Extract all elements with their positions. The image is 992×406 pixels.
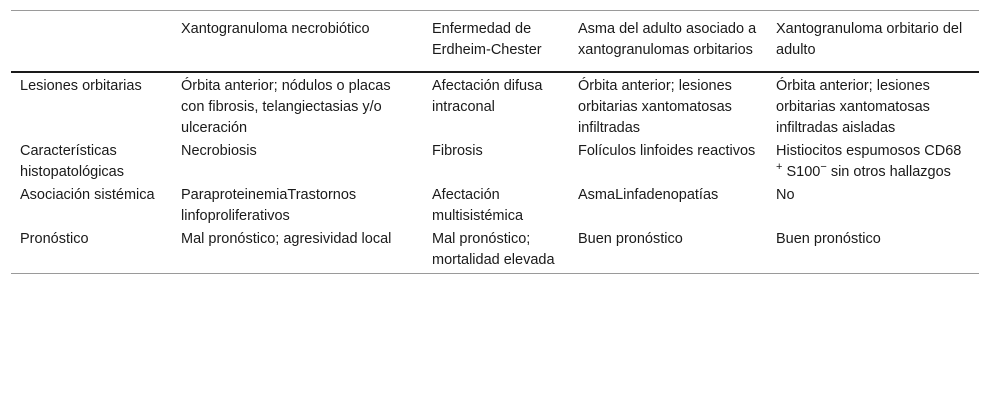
table-cell: Órbita anterior; lesiones orbitarias xantomatosas infiltradas [578,78,732,136]
table-cell: Folículos linfoides reactivos [578,143,756,159]
table-cell: Afectación difusa intraconal [432,78,543,115]
header-cell-asma-adulto: Asma del adulto asociado a xantogranulomas orbitarios [578,21,757,58]
header-cell-xantogranuloma-necrobiotico: Xantogranuloma necrobiótico [181,21,370,37]
table-cell: Afectación multisistémica [432,187,524,224]
table-cell: AsmaLinfadenopatías [578,187,719,203]
table-header [11,11,979,73]
table-cell: No [776,187,795,203]
cell-text-prefix: Histiocitos espumosos CD68 [776,143,962,159]
header-cell-empty [11,11,172,73]
row-label-cell: Características histopatológicas [20,143,124,180]
header-cell-erdheim-chester: Enfermedad de Erdheim-Chester [432,21,542,58]
table-cell: ParaproteinemiaTrastornos linfoproliferativos [181,187,357,224]
cell-text-suffix: sin otros hallazgos [830,164,951,180]
table-cell: Buen pronóstico [578,231,683,247]
table-cell: Fibrosis [432,143,483,159]
table-cell-immunohistochemistry [767,141,979,185]
cell-text-s100: S100 [786,164,821,180]
header-cell-xantogranuloma-orbitario: Xantogranuloma orbitario del adulto [776,21,963,58]
table-row-pronostico [11,229,979,274]
comparison-table-container [11,10,979,274]
table-cell: Mal pronóstico; mortalidad elevada [432,231,555,268]
comparison-table [11,10,979,274]
table-cell: Órbita anterior; lesiones orbitarias xantomatosas infiltradas aisladas [776,78,930,136]
row-label-cell: Asociación sistémica [20,187,155,203]
table-row-asociacion [11,185,979,229]
table-cell: Órbita anterior; nódulos o placas con fibrosis, telangiectasias y/o ulceración [181,78,391,136]
table-cell: Necrobiosis [181,143,257,159]
table-row-histopatologia [11,141,979,185]
table-row-lesiones [11,72,979,141]
table-body [11,72,979,274]
s100-negative-marker: − [820,161,827,174]
table-cell: Buen pronóstico [776,231,881,247]
row-label-cell: Pronóstico [20,231,89,247]
table-cell: Mal pronóstico; agresividad local [181,231,392,247]
row-label-cell: Lesiones orbitarias [20,78,142,94]
header-row [11,11,979,73]
cd68-positive-marker: + [776,161,783,174]
